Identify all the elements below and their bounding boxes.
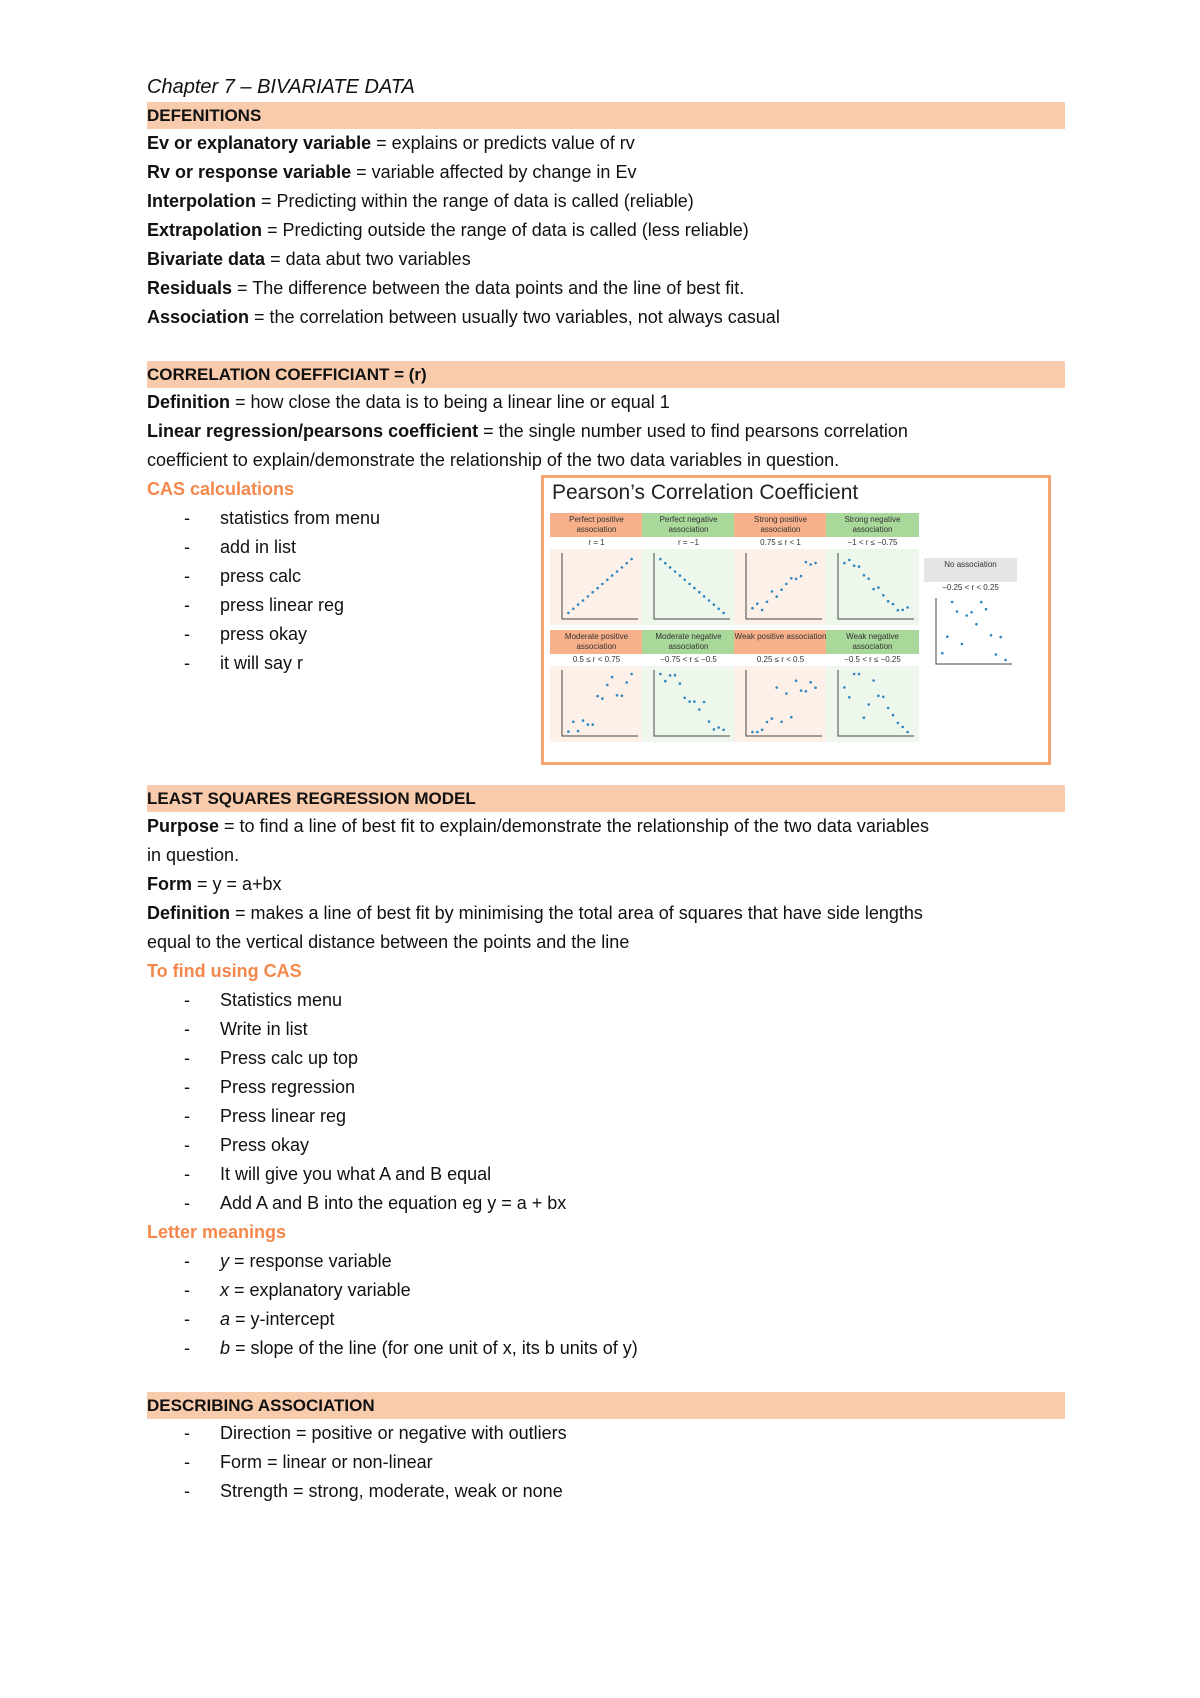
- pearson-cell-label: Weak positive association: [734, 630, 827, 654]
- scatter-point: [872, 588, 875, 591]
- scatter-point: [805, 690, 808, 693]
- scatter-point: [906, 731, 909, 734]
- ls-definition-cont: equal to the vertical distance between the points and the line: [147, 932, 630, 952]
- scatter-point: [892, 603, 895, 606]
- scatter-point: [688, 700, 691, 703]
- definition-item: [147, 129, 1065, 158]
- list-item: - add in list: [147, 533, 507, 562]
- list-item: [147, 1276, 1065, 1305]
- pearson-figure: [541, 475, 1051, 765]
- scatter-point: [872, 679, 875, 682]
- pearson-scatter: [642, 549, 735, 625]
- pearson-cell-range: −1 < r ≤ −0.75: [847, 538, 898, 547]
- scatter-point: [693, 700, 696, 703]
- scatter-point: [775, 686, 778, 689]
- list-item: - Press regression: [147, 1073, 1065, 1102]
- letter-text: = explanatory variable: [229, 1280, 411, 1300]
- scatter-point: [625, 562, 628, 565]
- list-item: - it will say r: [147, 649, 507, 678]
- list-item: [147, 1334, 1065, 1363]
- term: Rv or response variable: [147, 162, 352, 182]
- letter-meanings-title: Letter meanings: [147, 1222, 287, 1242]
- list-item: - press okay: [147, 620, 507, 649]
- scatter-point: [751, 731, 754, 734]
- definition-item: [147, 245, 1065, 274]
- letter-text: = response variable: [229, 1251, 392, 1271]
- scatter-point: [877, 586, 880, 589]
- scatter-point: [858, 565, 861, 568]
- scatter-point: [630, 673, 633, 676]
- term: Definition: [147, 392, 230, 412]
- scatter-point: [630, 558, 633, 561]
- scatter-point: [713, 603, 716, 606]
- term-text: = makes a line of best fit by minimising the total area of squares that have side lengths: [230, 903, 923, 923]
- list-item: [147, 1305, 1065, 1334]
- scatter-point: [995, 653, 998, 656]
- scatter-point: [990, 634, 993, 637]
- pearson-scatter: [550, 549, 643, 625]
- scatter-point: [970, 611, 973, 614]
- term: Association: [147, 307, 250, 327]
- pearson-cell-label: Strong positive association: [734, 513, 827, 537]
- letter-symbol: x: [220, 1280, 229, 1300]
- scatter-point: [805, 561, 808, 564]
- list-item: - Press calc up top: [147, 1044, 1065, 1073]
- term-text: = the correlation between usually two variables, not always casual: [249, 307, 780, 327]
- scatter-point: [956, 610, 959, 613]
- scatter-point: [722, 612, 725, 615]
- purpose-definition: [147, 812, 1065, 841]
- scatter-point: [625, 681, 628, 684]
- scatter-point: [703, 701, 706, 704]
- term-text: = explains or predicts value of rv: [371, 133, 635, 153]
- correlation-definition: [147, 388, 1065, 417]
- scatter-point: [713, 728, 716, 731]
- term: Bivariate data: [147, 249, 266, 269]
- list-item: - Add A and B into the equation eg y = a + bx: [147, 1189, 1065, 1218]
- scatter-point: [606, 684, 609, 687]
- scatter-point: [780, 721, 783, 724]
- scatter-point: [606, 579, 609, 582]
- scatter-point: [693, 587, 696, 590]
- scatter-point: [800, 689, 803, 692]
- scatter-point: [795, 578, 798, 581]
- letter-meanings-list: [147, 1247, 1065, 1363]
- scatter-point: [897, 609, 900, 612]
- pearson-scatter: [826, 549, 919, 625]
- scatter-point: [975, 623, 978, 626]
- definition-item: [147, 303, 1065, 332]
- pearson-figure-title: Pearson’s Correlation Coefficient: [552, 481, 859, 504]
- letter-symbol: b: [220, 1338, 231, 1358]
- scatter-point: [611, 676, 614, 679]
- scatter-point: [756, 731, 759, 734]
- term: Residuals: [147, 278, 233, 298]
- scatter-point: [591, 591, 594, 594]
- describing-list: [147, 1419, 1065, 1506]
- scatter-point: [674, 570, 677, 573]
- scatter-point: [795, 679, 798, 682]
- scatter-point: [577, 730, 580, 733]
- definition-item: [147, 216, 1065, 245]
- scatter-point: [587, 723, 590, 726]
- scatter-point: [853, 673, 856, 676]
- pearson-cell: [734, 513, 827, 625]
- scatter-point: [717, 608, 720, 611]
- scatter-point: [679, 574, 682, 577]
- pearson-cell-label: Perfect negative association: [642, 513, 735, 537]
- scatter-point: [669, 674, 672, 677]
- pearson-cell-label: No association: [924, 558, 1017, 582]
- scatter-point: [980, 601, 983, 604]
- list-item: - press linear reg: [147, 591, 507, 620]
- scatter-point: [761, 729, 764, 732]
- scatter-point: [621, 694, 624, 697]
- scatter-point: [577, 603, 580, 606]
- pearson-scatter: [826, 666, 919, 742]
- ls-definition: [147, 899, 1065, 928]
- scatter-point: [863, 574, 866, 577]
- term: Definition: [147, 903, 230, 923]
- letter-text: = y-intercept: [230, 1309, 335, 1329]
- scatter-point: [867, 703, 870, 706]
- scatter-point: [621, 566, 624, 569]
- term-text: = data abut two variables: [265, 249, 471, 269]
- scatter-point: [809, 563, 812, 566]
- letter-symbol: y: [220, 1251, 229, 1271]
- scatter-point: [785, 692, 788, 695]
- linear-regression-definition: [147, 417, 1065, 446]
- scatter-point: [761, 609, 764, 612]
- pearson-cell-label: Weak negative association: [826, 630, 919, 654]
- cas-and-figure-row: [147, 475, 1065, 785]
- scatter-point: [683, 579, 686, 582]
- scatter-point: [664, 562, 667, 565]
- scatter-point: [771, 717, 774, 720]
- scatter-point: [775, 595, 778, 598]
- scatter-point: [616, 570, 619, 573]
- scatter-point: [867, 578, 870, 581]
- scatter-point: [771, 590, 774, 593]
- definition-item: [147, 274, 1065, 303]
- plot-axes: [562, 670, 638, 736]
- scatter-point: [848, 559, 851, 562]
- scatter-point: [596, 695, 599, 698]
- term-text: = the single number used to find pearsons correlation: [478, 421, 908, 441]
- scatter-point: [567, 730, 570, 733]
- term: Extrapolation: [147, 220, 263, 240]
- pearson-cell-range: 0.75 ≤ r < 1: [760, 538, 801, 547]
- scatter-point: [780, 588, 783, 591]
- scatter-point: [679, 682, 682, 685]
- term: Form: [147, 874, 192, 894]
- term-text: = The difference between the data points and the line of best fit.: [232, 278, 745, 298]
- pearson-cell-range: −0.25 < r < 0.25: [942, 583, 999, 592]
- scatter-point: [664, 680, 667, 683]
- scatter-point: [906, 606, 909, 609]
- scatter-point: [708, 720, 711, 723]
- term: Interpolation: [147, 191, 256, 211]
- scatter-point: [892, 714, 895, 717]
- least-squares-heading: LEAST SQUARES REGRESSION MODEL: [147, 785, 1065, 812]
- scatter-point: [601, 583, 604, 586]
- definitions-heading: DEFENITIONS: [147, 102, 1065, 129]
- list-item: [147, 1247, 1065, 1276]
- scatter-point: [887, 707, 890, 710]
- pearson-cell-range: r = −1: [678, 538, 699, 547]
- pearson-cell-label: Strong negative association: [826, 513, 919, 537]
- scatter-point: [756, 602, 759, 605]
- pearson-cell-range: −0.75 < r ≤ −0.5: [660, 655, 717, 664]
- scatter-point: [567, 612, 570, 615]
- scatter-point: [965, 614, 968, 617]
- scatter-point: [698, 708, 701, 711]
- pearson-cell: [734, 630, 827, 742]
- scatter-point: [659, 673, 662, 676]
- scatter-point: [999, 636, 1002, 639]
- scatter-point: [858, 673, 861, 676]
- scatter-point: [946, 635, 949, 638]
- scatter-point: [887, 600, 890, 603]
- cas-calculations: [147, 475, 507, 678]
- scatter-point: [901, 726, 904, 729]
- list-item: - Form = linear or non-linear: [147, 1448, 1065, 1477]
- term-text: = how close the data is to being a linear line or equal 1: [230, 392, 670, 412]
- term-text: = to find a line of best fit to explain/demonstrate the relationship of the two data variables: [219, 816, 929, 836]
- scatter-point: [616, 694, 619, 697]
- correlation-heading: CORRELATION COEFFICIANT = (r): [147, 361, 1065, 388]
- pearson-cell-range: 0.5 ≤ r < 0.75: [572, 655, 621, 664]
- pearson-cell-range: r = 1: [588, 538, 605, 547]
- cas-find-title: To find using CAS: [147, 961, 302, 981]
- letter-symbol: a: [220, 1309, 231, 1329]
- scatter-point: [877, 695, 880, 698]
- scatter-point: [766, 721, 769, 724]
- definitions-list: [147, 129, 1065, 332]
- cas-calculations-title: CAS calculations: [147, 479, 295, 499]
- definition-item: [147, 187, 1065, 216]
- list-item: - Press okay: [147, 1131, 1065, 1160]
- list-item: - Press linear reg: [147, 1102, 1065, 1131]
- scatter-point: [951, 601, 954, 604]
- scatter-point: [843, 686, 846, 689]
- pearson-cell: [550, 513, 643, 625]
- list-item: - press calc: [147, 562, 507, 591]
- scatter-point: [669, 566, 672, 569]
- scatter-point: [572, 608, 575, 611]
- scatter-point: [708, 599, 711, 602]
- pearson-cell: [550, 630, 643, 742]
- scatter-point: [853, 564, 856, 567]
- scatter-point: [863, 716, 866, 719]
- describing-heading: DESCRIBING ASSOCIATION: [147, 1392, 1065, 1419]
- pearson-cell-label: Moderate negative association: [642, 630, 735, 654]
- pearson-cell: [642, 630, 735, 742]
- scatter-point: [1004, 659, 1007, 662]
- pearson-cell: [826, 630, 919, 742]
- scatter-point: [683, 697, 686, 700]
- definition-item: [147, 158, 1065, 187]
- term-text: = variable affected by change in Ev: [351, 162, 637, 182]
- scatter-point: [882, 594, 885, 597]
- pearson-cell: [826, 513, 919, 625]
- letter-text: = slope of the line (for one unit of x, its b units of y): [230, 1338, 638, 1358]
- list-item: - Statistics menu: [147, 986, 1065, 1015]
- scatter-point: [800, 575, 803, 578]
- scatter-point: [785, 583, 788, 586]
- list-item: - statistics from menu: [147, 504, 507, 533]
- pearson-scatter: [550, 666, 643, 742]
- pearson-cell: [924, 558, 1017, 670]
- pearson-cell-range: 0.25 ≤ r < 0.5: [756, 655, 805, 664]
- scatter-point: [587, 595, 590, 598]
- scatter-point: [591, 723, 594, 726]
- scatter-point: [601, 697, 604, 700]
- scatter-point: [941, 652, 944, 655]
- scatter-point: [582, 719, 585, 722]
- scatter-point: [611, 574, 614, 577]
- scatter-point: [848, 696, 851, 699]
- scatter-point: [809, 681, 812, 684]
- list-item: - Direction = positive or negative with outliers: [147, 1419, 1065, 1448]
- scatter-point: [961, 643, 964, 646]
- scatter-point: [717, 726, 720, 729]
- term: Linear regression/pearsons coefficient: [147, 421, 479, 441]
- scatter-point: [882, 696, 885, 699]
- term: Purpose: [147, 816, 220, 836]
- scatter-point: [674, 674, 677, 677]
- scatter-point: [897, 722, 900, 725]
- pearson-scatter: [734, 549, 827, 625]
- term-text: = Predicting within the range of data is called (reliable): [256, 191, 694, 211]
- scatter-point: [790, 716, 793, 719]
- pearson-scatter: [642, 666, 735, 742]
- scatter-point: [901, 609, 904, 612]
- term-text: = y = a+bx: [192, 874, 282, 894]
- plot-axes: [936, 598, 1012, 664]
- term-text: = Predicting outside the range of data is called (less reliable): [262, 220, 749, 240]
- pearson-scatter: [924, 594, 1017, 670]
- plot-axes: [746, 553, 822, 619]
- chapter-title: Chapter 7 – BIVARIATE DATA: [147, 76, 415, 98]
- scatter-point: [751, 607, 754, 610]
- scatter-point: [766, 601, 769, 604]
- pearson-cell-range: −0.5 < r ≤ −0.25: [844, 655, 901, 664]
- purpose-definition-cont: in question.: [147, 845, 240, 865]
- pearson-cell-label: Moderate positive association: [550, 630, 643, 654]
- scatter-point: [572, 721, 575, 724]
- list-item: - It will give you what A and B equal: [147, 1160, 1065, 1189]
- scatter-point: [814, 562, 817, 565]
- scatter-point: [582, 599, 585, 602]
- scatter-point: [843, 562, 846, 565]
- scatter-point: [790, 577, 793, 580]
- pearson-scatter: [734, 666, 827, 742]
- term: Ev or explanatory variable: [147, 133, 372, 153]
- plot-axes: [746, 670, 822, 736]
- scatter-point: [596, 587, 599, 590]
- document-page: [147, 72, 1065, 1506]
- list-item: - Strength = strong, moderate, weak or none: [147, 1477, 1065, 1506]
- scatter-point: [703, 595, 706, 598]
- cas-steps-list: [147, 504, 507, 678]
- scatter-point: [722, 729, 725, 732]
- linear-regression-definition-cont: coefficient to explain/demonstrate the relationship of the two data variables in question.: [147, 450, 840, 470]
- pearson-cell: [642, 513, 735, 625]
- cas-find-steps-list: [147, 986, 1065, 1218]
- pearson-cell-label: Perfect positive association: [550, 513, 643, 537]
- scatter-point: [698, 591, 701, 594]
- list-item: - Write in list: [147, 1015, 1065, 1044]
- scatter-point: [659, 558, 662, 561]
- scatter-point: [688, 583, 691, 586]
- form-definition: [147, 870, 1065, 899]
- scatter-point: [814, 686, 817, 689]
- scatter-point: [985, 608, 988, 611]
